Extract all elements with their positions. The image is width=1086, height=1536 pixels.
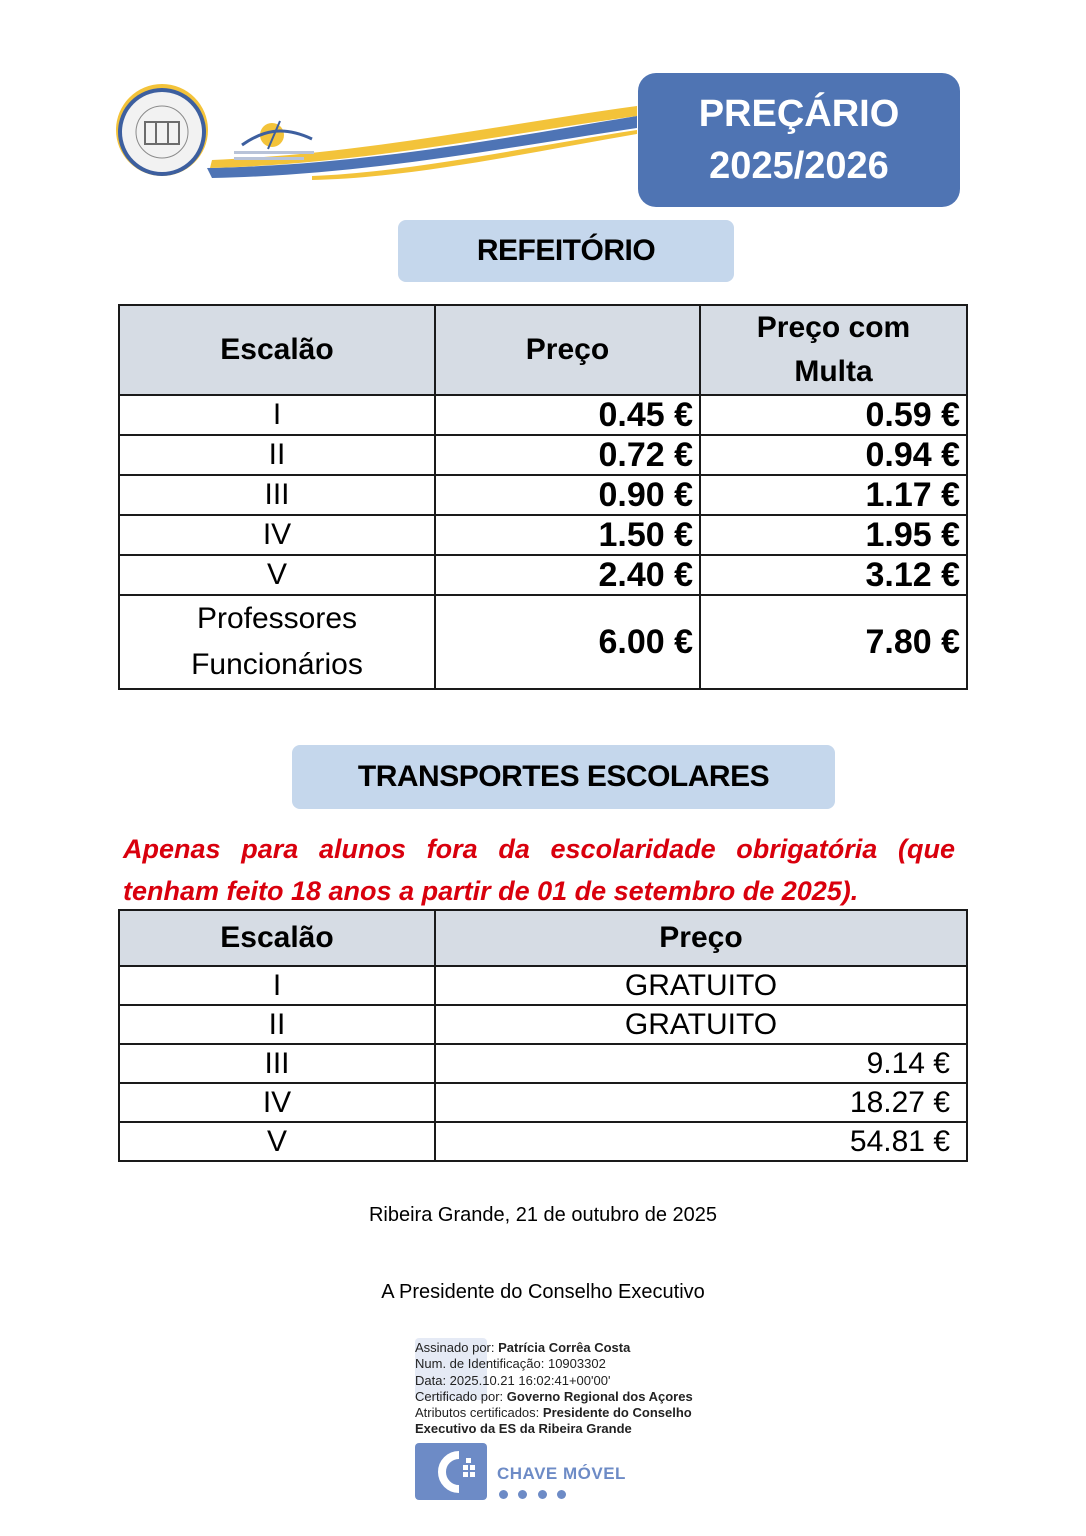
table-row	[119, 515, 967, 555]
preco-cell: 6.00 €	[435, 595, 700, 689]
column-header-escalao: Escalão	[119, 910, 435, 966]
table-row-staff	[119, 595, 967, 689]
table-row	[119, 395, 967, 435]
preco-cell: 0.90 €	[435, 475, 700, 515]
escalao-cell: IV	[119, 515, 435, 555]
escalao-cell: I	[119, 395, 435, 435]
preco-cell: 54.81 €	[435, 1122, 967, 1161]
escalao-cell: III	[119, 1044, 435, 1083]
dot-icon	[499, 1490, 508, 1499]
dot-icon	[557, 1490, 566, 1499]
dot-icon	[538, 1490, 547, 1499]
escalao-cell: III	[119, 475, 435, 515]
staff-label-professores: Professores	[196, 602, 358, 635]
school-seal-icon	[112, 80, 642, 190]
multa-cell: 1.17 €	[700, 475, 967, 515]
preco-cell: 1.50 €	[435, 515, 700, 555]
attributes-label: Atributos certificados:	[415, 1405, 540, 1421]
table-row	[119, 475, 967, 515]
dot-icon	[518, 1490, 527, 1499]
refeitorio-price-table	[118, 304, 968, 690]
column-header-preco: Preço	[435, 910, 967, 966]
table-row	[119, 1044, 967, 1083]
preco-cell: GRATUITO	[435, 966, 967, 1005]
escalao-cell: V	[119, 555, 435, 595]
table-row	[119, 1122, 967, 1161]
table-row	[119, 966, 967, 1005]
multa-cell: 0.94 €	[700, 435, 967, 475]
multa-cell: 0.59 €	[700, 395, 967, 435]
section-title-refeitorio: REFEITÓRIO	[398, 220, 734, 282]
staff-label-funcionarios: Funcionários	[191, 648, 363, 681]
escalao-cell: II	[119, 1005, 435, 1044]
multa-cell: 3.12 €	[700, 555, 967, 595]
digital-signature-block	[415, 1340, 735, 1438]
chave-movel-label: CHAVE MÓVEL	[497, 1464, 626, 1483]
title-line-1: PREÇÁRIO	[698, 93, 900, 135]
section-title-transportes: TRANSPORTES ESCOLARES	[292, 745, 835, 809]
attributes-value: Presidente do Conselho Executivo da ES da Ribeira Grande	[415, 1405, 692, 1437]
table-row	[119, 1005, 967, 1044]
table-row	[119, 1083, 967, 1122]
signer-name: Patrícia Corrêa Costa	[498, 1340, 631, 1355]
table-row	[119, 435, 967, 475]
place-and-date: Ribeira Grande, 21 de outubro de 2025	[368, 1204, 718, 1226]
column-header-preco-multa: Preço com Multa	[700, 305, 967, 395]
transportes-price-table	[118, 909, 968, 1162]
escalao-cell: V	[119, 1122, 435, 1161]
escalao-cell: II	[119, 435, 435, 475]
title-badge	[638, 73, 960, 207]
column-header-escalao: Escalão	[119, 305, 435, 395]
eligibility-notice: Apenas para alunos fora da escolaridade obrigatória (que tenham feito 18 anos a partir de 01 de setembro de 2025).	[123, 834, 955, 906]
certifier-name: Governo Regional dos Açores	[506, 1388, 693, 1404]
multa-cell: 7.80 €	[700, 595, 967, 689]
signed-by-line	[415, 1340, 735, 1356]
preco-cell: 0.45 €	[435, 395, 700, 435]
multa-cell: 1.95 €	[700, 515, 967, 555]
preco-cell: 9.14 €	[435, 1044, 967, 1083]
preco-cell: 0.72 €	[435, 435, 700, 475]
preco-cell: GRATUITO	[435, 1005, 967, 1044]
title-line-2: 2025/2026	[709, 145, 889, 187]
column-header-preco: Preço	[435, 305, 700, 395]
id-line: Num. de Identificação: 10903302	[415, 1356, 606, 1372]
certified-by-line	[415, 1389, 735, 1405]
table-header-row	[119, 910, 967, 966]
attributes-line	[415, 1405, 735, 1438]
table-header-row	[119, 305, 967, 395]
table-row	[119, 555, 967, 595]
escalao-cell: IV	[119, 1083, 435, 1122]
escalao-cell-staff	[119, 595, 435, 689]
signer-role: A Presidente do Conselho Executivo	[381, 1281, 705, 1303]
preco-cell: 2.40 €	[435, 555, 700, 595]
certified-by-label: Certificado por:	[415, 1388, 504, 1404]
school-logo-banner	[112, 80, 642, 190]
preco-cell: 18.27 €	[435, 1083, 967, 1122]
signed-by-label: Assinado por:	[415, 1340, 495, 1355]
date-line: Data: 2025.10.21 16:02:41+00'00'	[415, 1372, 611, 1388]
chave-movel-logo-icon	[415, 1443, 487, 1500]
escalao-cell: I	[119, 966, 435, 1005]
